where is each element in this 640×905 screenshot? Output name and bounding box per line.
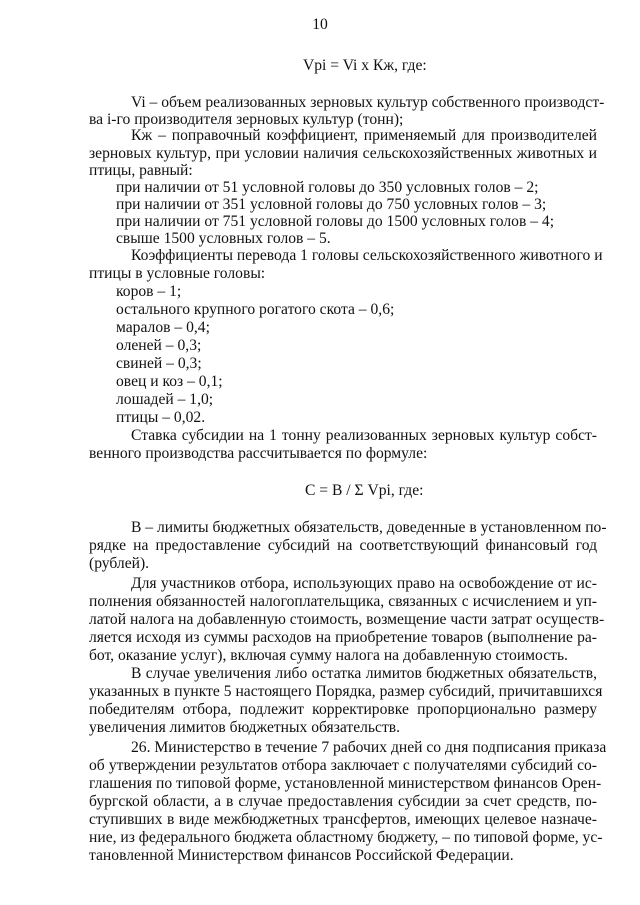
text-line: бот, оказание услуг), включая сумму налога на добавленную стоимость. [89,647,568,664]
formula-vpi: Vpi = Vi x Кж, где: [303,57,427,74]
list-item: при наличии от 751 условной головы до 1500 условных голов – 4; [116,213,555,230]
text-line: 26. Министерство в течение 7 рабочих дней со дня подписания приказа [131,739,607,756]
list-item: при наличии от 51 условной головы до 350 условных голов – 2; [116,179,539,196]
text-line: указанных в пункте 5 настоящего Порядка, размер субсидий, причитавшихся [89,683,603,700]
text-line: бургской области, а в случае предоставления субсидии за счет средств, по- [89,793,597,810]
text-line: птицы, равный: [89,162,193,179]
text-line: Ставка субсидии на 1 тонну реализованных зерновых культур собст- [131,427,597,444]
list-item: свиней – 0,3; [116,355,202,372]
text-line: победителям отбора, подлежит корректировке пропорционально размеру [89,701,597,718]
list-item: лошадей – 1,0; [116,391,214,408]
text-line: ступивших в виде межбюджетных трансфертов, имеющих целевое назначе- [89,811,597,828]
list-item: коров – 1; [116,283,182,300]
text-line: ние, из федерального бюджета областному бюджету, – по типовой форме, ус- [89,829,603,846]
text-line: Для участников отбора, использующих право на освобождение от ис- [131,575,597,592]
list-item: овец и коз – 0,1; [116,373,223,390]
text-line: Vi – объем реализованных зерновых культур собственного производст- [131,94,605,111]
text-line: Кж – поправочный коэффициент, применяемый для производителей [131,127,597,144]
text-line: зерновых культур, при условии наличия сельскохозяйственных животных и [89,145,597,162]
text-line: ляется исходя из суммы расходов на приобретение товаров (выполнение ра- [89,629,597,646]
text-line: глашения по типовой форме, установленной министерством финансов Орен- [89,775,602,792]
text-line: венного производства рассчитывается по формуле: [89,445,428,462]
text-line: ва i-го производителя зерновых культур (тонн); [89,111,404,128]
text-line: латой налога на добавленную стоимость, возмещение части затрат осуществ- [89,611,605,628]
list-item: птицы – 0,02. [116,409,206,426]
page-number: 10 [312,16,328,33]
text-line: Коэффициенты перевода 1 головы сельскохозяйственного животного и [131,247,603,264]
list-item: при наличии от 351 условной головы до 750 условных голов – 3; [116,196,547,213]
text-line: В – лимиты бюджетных обязательств, доведенные в установленном по- [131,519,607,536]
list-item: свыше 1500 условных голов – 5. [116,230,331,247]
text-line: тановленной Министерством финансов Российской Федерации. [89,847,514,864]
text-line: рядке на предоставление субсидий на соответствующий финансовый год [89,537,597,554]
list-item: оленей – 0,3; [116,337,202,354]
list-item: маралов – 0,4; [116,319,210,336]
text-line: (рублей). [89,555,150,572]
formula-rate: С = В / Σ Vpi, где: [305,482,424,499]
text-line: об утверждении результатов отбора заключает с получателями субсидий со- [89,757,597,774]
text-line: В случае увеличения либо остатка лимитов бюджетных обязательств, [131,665,597,682]
text-line: птицы в условные головы: [89,265,266,282]
text-line: полнения обязанностей налогоплательщика, связанных с исчислением и уп- [89,593,597,610]
text-line: увеличения лимитов бюджетных обязательств. [89,719,401,736]
list-item: остального крупного рогатого скота – 0,6; [116,301,395,318]
